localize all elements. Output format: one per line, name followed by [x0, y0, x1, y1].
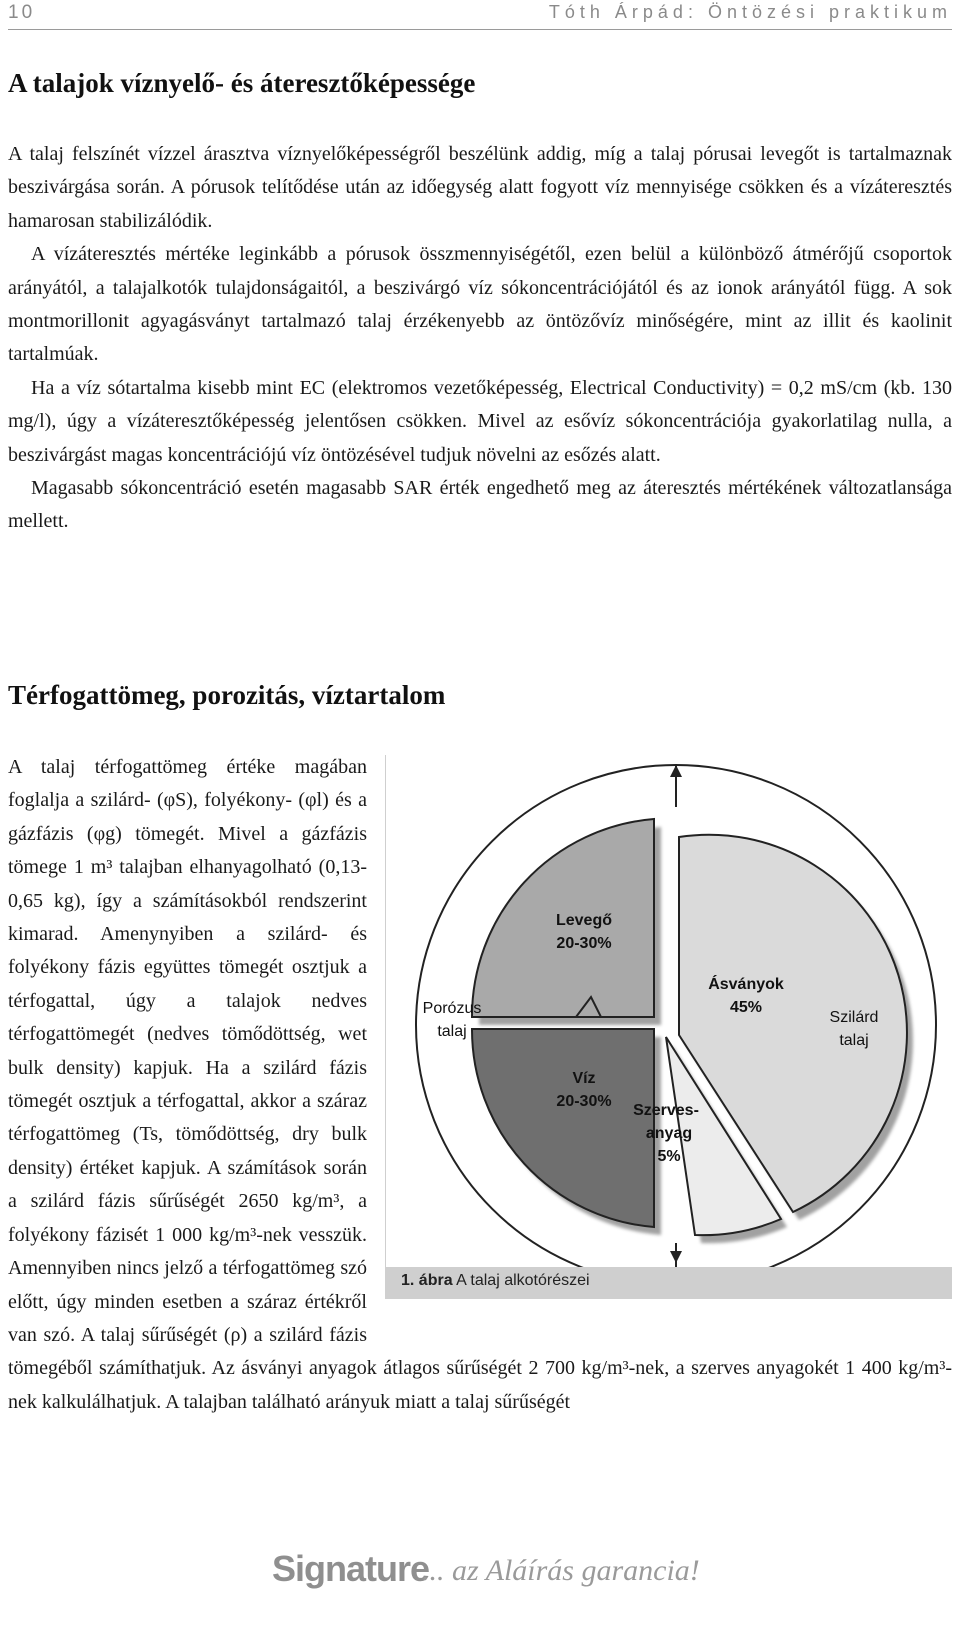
arrow-bottom: [670, 1251, 682, 1263]
paragraph: A talaj térfogattömeg értéke magában foglalja a szilárd- (φS), folyékony- (φl) és a gázfázis (φg) tömegét. Mivel a gázfázis tömege 1 m³ talajban elhanyagolható (0,13-0,65 kg), így a számításokból rendszerint kimarad. Amenynyiben a szilárd- és folyékony fázis együttes tömegét osztjuk a térfogattal, úgy a talajok nedves térfogattömegét (nedves tömődöttség, wet bulk density) kapjuk. Ha a szilárd fázis tömegét osztjuk a térfogattal, akkor a száraz térfogattömeg (Ts, tömődöttség, dry bulk density) értéket kapjuk. A számítások során a szilárd fázis sűrűségét 2650 kg/m³, a folyékony fázisét 1 000 kg/m³-nek vesszük. Amennyiben nincs jelző a térfogattömeg szó előtt, úgy minden esetben a száraz értékről van szó. A talaj sűrűségét (ρ) a szilárd fázis tömegéből számíthatjuk. Az ásványi anyagok átlagos sűrűségét 2 700 kg/m³-nek, a szerves anyagokét 1 400 kg/m³-nek kalkulálhatjuk. A talajban található arányuk miatt a talaj sűrűségét: [8, 756, 952, 1413]
page-number: 10: [8, 2, 36, 23]
paragraph: Ha a víz sótartalma kisebb mint EC (elektromos vezetőképesség, Electrical Conductivity) = 0,2 mS/cm (kb. 130 mg/l), úgy a vízáteresztőképesség jelentősen csökken. Mivel az esővíz sókoncentrációja gyakorlatilag nulla, a beszivárgást magas koncentrációjú víz öntözésével tudjuk növelni az esőzés alatt.: [8, 376, 952, 466]
caption-text: A talaj alkotórészei: [456, 1272, 590, 1289]
running-title: Tóth Árpád: Öntözési praktikum: [548, 2, 952, 22]
label-organic-name-2: anyag: [645, 1125, 693, 1142]
label-water-name: Víz: [572, 1070, 596, 1087]
label-minerals-name: Ásványok: [708, 976, 784, 993]
label-solid-2: talaj: [839, 1032, 869, 1049]
section-heading-infiltration: A talajok víznyelő- és áteresztőképessége: [8, 68, 476, 98]
label-organic-name: Szerves-: [633, 1102, 699, 1119]
page-header: [8, 2, 952, 30]
brand-logo: Signature: [272, 1548, 430, 1589]
paragraph: A talaj felszínét vízzel árasztva víznyelőképességről beszélünk addig, míg a talaj pórusai levegőt is tartalmaznak beszivárgása során. A pórusok telítődése után az időegység alatt fogyott víz mennyisége csökken és a vízáteresztés hamarosan stabilizálódik.: [8, 143, 952, 232]
caption-number: 1. ábra: [401, 1272, 453, 1289]
paragraph: A vízáteresztés mértéke leginkább a pórusok összmennyiségétől, ezen belül a különböző átmérőjű csoportok arányától, a talajalkotók tulajdonságaitól, a beszivárgó víz sókoncentrációjától és az ionok arányától függ. A sok montmorillonit agyagásványt tartalmazó talaj érzékenyebb az öntözővíz minőségére, mint az illit és kaolinit tartalmúak.: [8, 243, 952, 366]
soil-pie-chart: [386, 755, 953, 1267]
label-air-pct: 20-30%: [556, 935, 612, 952]
section-bulk-density-body: [8, 751, 952, 1419]
paragraph: Magasabb sókoncentráció esetén magasabb SAR érték engedhető meg az áteresztés mértékének változatlansága mellett.: [8, 477, 952, 533]
label-air-name: Levegő: [555, 912, 613, 929]
label-organic-pct: 5%: [657, 1148, 681, 1165]
label-porous: Porózus: [422, 1000, 482, 1017]
footer-logo: [272, 1540, 712, 1600]
label-solid: Szilárd: [829, 1009, 879, 1026]
arrow-top: [670, 765, 682, 777]
label-porous-2: talaj: [437, 1023, 467, 1040]
label-minerals-pct: 45%: [729, 999, 763, 1016]
figure-canvas: [385, 755, 952, 1267]
figure-caption: [401, 1272, 590, 1290]
figure-soil-components: [385, 755, 952, 1322]
section-infiltration-body: [8, 138, 952, 539]
section-heading-bulk-density: Térfogattömeg, porozitás, víztartalom: [8, 680, 446, 710]
brand-tagline: ... az Aláírás garancia!: [422, 1554, 700, 1587]
slice-water: [472, 1029, 654, 1227]
label-water-pct: 20-30%: [556, 1093, 612, 1110]
header-rule: [8, 29, 952, 30]
